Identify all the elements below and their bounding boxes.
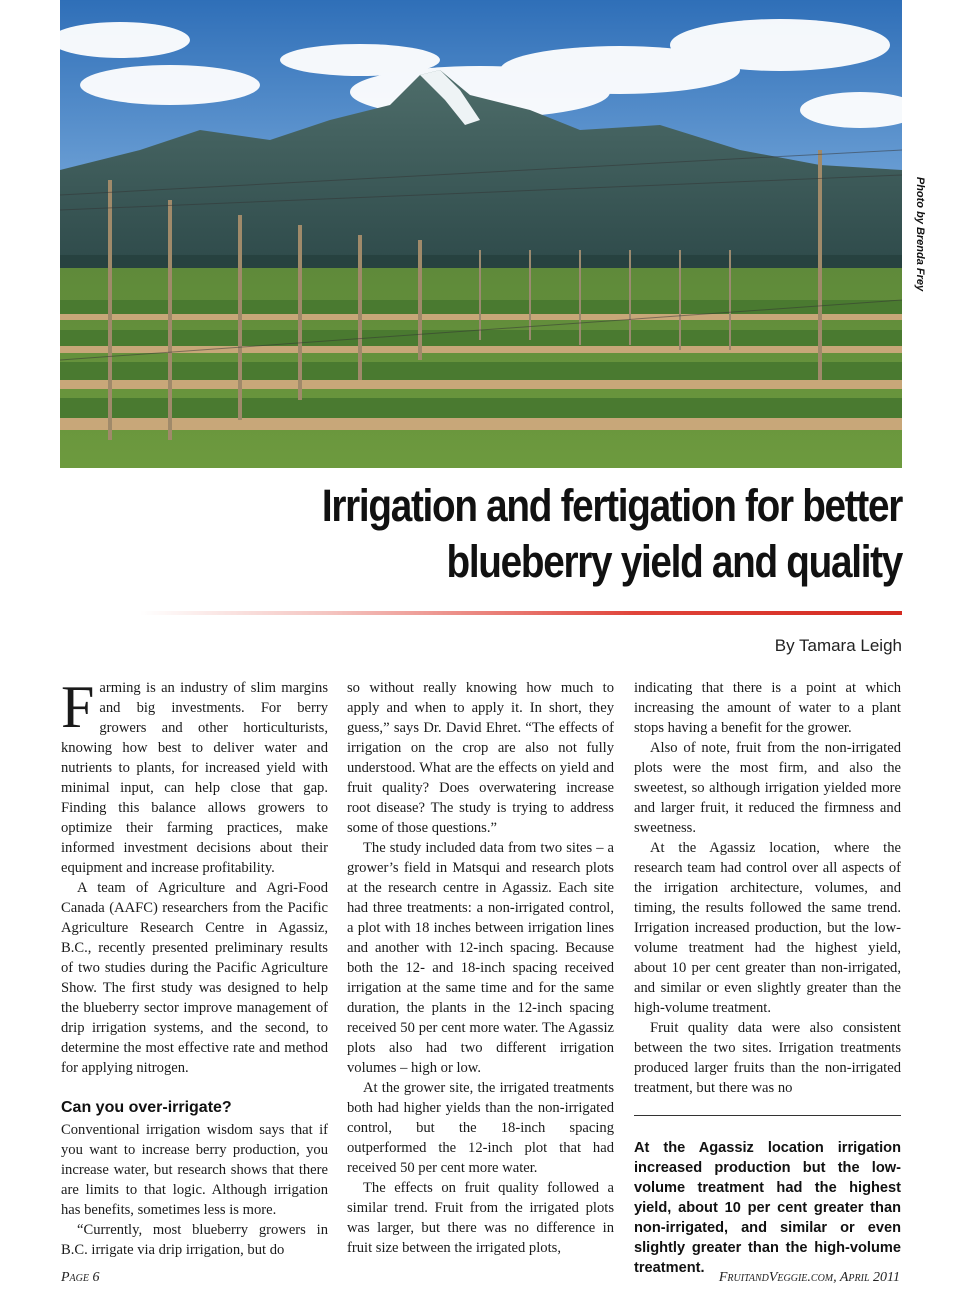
column-3-paragraph-3: At the Agassiz location, where the research team had control over all aspects of the irrigation architecture, volumes, and timing, the results followed the same trend. Irrigation increased production, but the low-volume treatment had the highest yield, about 10 per cent greater than non-irrigated, and similar or even slightly greater than the high-volume treatment. xyxy=(634,840,901,1016)
drop-cap: F xyxy=(61,674,95,740)
section-subhead: Can you over-irrigate? xyxy=(61,1099,232,1116)
column-2-paragraph-1: so without really knowing how much to apply and when to apply it. In short, they guess,” says Dr. David Ehret. “The effects of irrigation on the crop are also not fully understood. What are the effects on yield and fruit quality? Does overwatering increase root disease? The study is trying to address some of those questions.” xyxy=(347,680,614,836)
column-2-paragraph-3: At the grower site, the irrigated treatments both had higher yields than the non-irrigated control, but the 18-inch spacing outperformed the 12-inch plot that had received 50 per cent more water. xyxy=(347,1080,614,1176)
column-1-paragraph-4: “Currently, most blueberry growers in B.C. irrigate via drip irrigation, but do xyxy=(61,1222,328,1258)
column-1-paragraph-1: arming is an industry of slim margins and big investments. For berry growers and other horticulturists, knowing how best to deliver water and nutrients to plants, for increased yield with minimal input, can help close that gap. Finding this balance allows growers to optimize their farming practices, make informed investment decisions about their equipment and increase profitability. xyxy=(61,680,328,876)
column-1-paragraph-3: Conventional irrigation wisdom says that if you want to increase berry production, you increase water, but research shows that there are limits to that logic. Although irrigation has benefits, sometimes less is more. xyxy=(61,1122,328,1218)
column-3-paragraph-4: Fruit quality data were also consistent between the two sites. Irrigation treatments produced larger fruits than the non-irrigated treatment, but there was no xyxy=(634,1020,901,1096)
column-2 xyxy=(347,678,614,1258)
page-number: Page 6 xyxy=(61,1270,100,1285)
headline-line-2: blueberry yield and quality xyxy=(446,536,902,587)
column-3-paragraph-1: indicating that there is a point at which increasing the amount of water to a plant stops having a benefit for the grower. xyxy=(634,680,901,736)
column-3 xyxy=(634,678,901,1098)
article-headline xyxy=(197,478,902,590)
column-1 xyxy=(61,674,328,1260)
headline-divider xyxy=(140,611,902,615)
photo-credit-text: Photo by Brenda Frey xyxy=(914,176,926,292)
blueberry-field-photo xyxy=(60,0,902,468)
column-2-paragraph-4: The effects on fruit quality followed a similar trend. Fruit from the irrigated plots was larger, but there was no difference in fruit size between the irrigated plots, xyxy=(347,1180,614,1256)
pullquote: At the Agassiz location irrigation increased production but the low-volume treatment had the highest yield, about 10 per cent greater than non-irrigated, and similar or even slightly greater than the high-volume treatment. xyxy=(634,1140,901,1276)
byline: By Tamara Leigh xyxy=(774,636,902,655)
publication-footer: FruitandVeggie.com, April 2011 xyxy=(718,1270,900,1285)
headline-line-1: Irrigation and fertigation for better xyxy=(321,480,903,531)
column-1-paragraph-2: A team of Agriculture and Agri-Food Canada (AAFC) researchers from the Pacific Agriculture Research Centre in Agassiz, B.C., recently presented preliminary results of two studies during the Pacific Agriculture Show. The first study was designed to help the blueberry sector improve management of drip irrigation systems, and the second, to determine the most effective rate and method for applying nitrogen. xyxy=(61,880,328,1076)
pullquote-divider xyxy=(634,1115,901,1116)
column-2-paragraph-2: The study included data from two sites – a grower’s field in Matsqui and research plots at the research centre in Agassiz. Each site had three treatments: a non-irrigated control, a plot with 18 inches between irrigation lines and another with 12-inch spacing. Because both the 12- and 18-inch spacing received irrigation at the same time and for the same duration, the plants in the 12-inch spacing received 50 per cent more water. The Agassiz plots also had two different irrigation volumes – high or low. xyxy=(347,840,614,1076)
column-3-paragraph-2: Also of note, fruit from the non-irrigated plots were the most firm, and also the sweetest, so although irrigation yielded more and larger fruit, it reduced the firmness and sweetness. xyxy=(634,740,901,836)
photo-credit xyxy=(902,0,938,468)
